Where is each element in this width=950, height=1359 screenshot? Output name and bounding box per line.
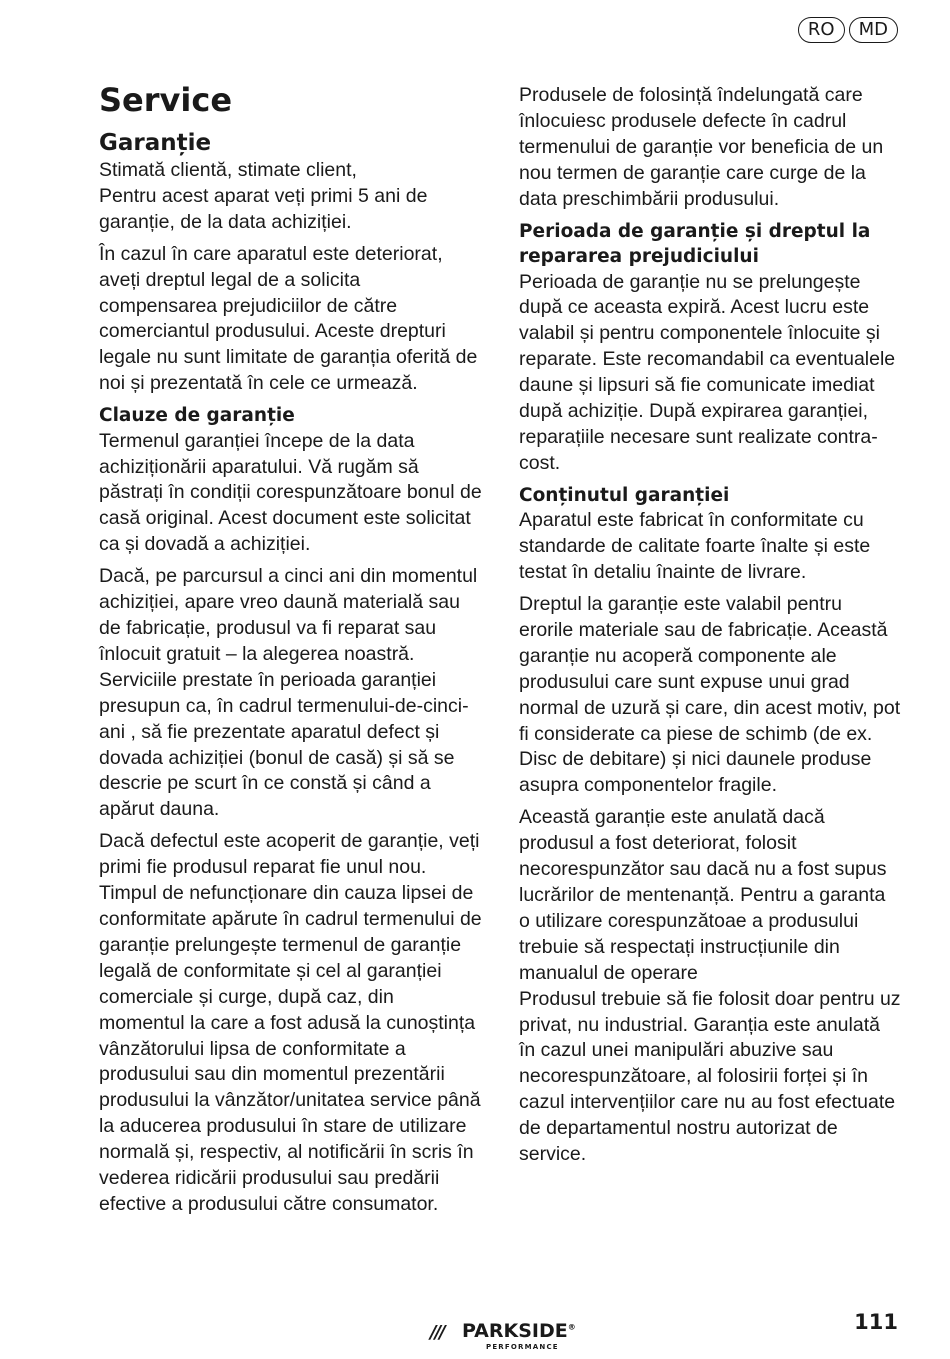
period-heading: Perioada de garanție și dreptul la repararea prejudiciului [519,220,871,268]
content-paragraph-1: Aparatul este fabricat în conformitate cu standarde de calitate foarte înalte și este testat în detaliu înainte de livrare. [519,509,871,584]
content-paragraph-3: Această garanție este anulată dacă produsul a fost deteriorat, folosit necorespunzător sau dacă nu a fost supus lucrărilor de mentenanță. Pentru a garanta o utilizare corespunzătoae a produsului trebuie să respectați instrucțiunile din manualul de operare Produsul trebuie să fie folosit doar pentru uz privat, nu industrial. Garanția este anulată în cazul unei manipulări abuzive sau necorespunzătoare, al folosirii forței și în cazul intervențiilor care nu au fost efectuate de departamentul nostru autorizat de service. [519,806,901,1166]
language-badges [798,17,898,43]
replacement-paragraph: Produsele de folosință îndelungată care înlocuiesc produsele defecte în cadrul termenului de garanție vor beneficia de un nou termen de garanție care curge de la data preschimbării produsului. [519,84,884,210]
content-heading: Conținutul garanției [519,484,730,506]
clauses-paragraph-3: Dacă defectul este acoperit de garanție, veți primi fie produsul reparat fie unul nou. Timpul de nefuncționare din cauza lipsei de conformitate apărute în cadrul termenului de garanție prelungește termenul de garanție legală de conformitate și cel al garanției comerciale și curge, după caz, din momentul la care a fost adusă la cunoștința vânzătorului lipsa de conformitate a produsului sau din momentul prezentării produsului la vânzător/unitatea service până la aducerea produsului în stare de utilizare normală și, respectiv, al notificării în scris în vederea ridicării produsului sau predării efective a produsului către consumator. [99,830,482,1215]
clauses-paragraph-2: Dacă, pe parcursul a cinci ani din momentul achiziției, apare vreo daună materială sau de fabricație, produsul va fi reparat sau înlocuit gratuit – la alegerea noastră. Serviciile prestate în perioada garanției presupun ca, în cadrul termenului-de-cinci-ani , să fie prezentate aparatul defect și dovada achiziției (bonul de casă) și să se descrie pe scurt în ce constă și când a apărut dauna. [99,565,478,821]
logo-brand: PARKSIDE® [462,1320,576,1342]
legal-rights-paragraph: În cazul în care aparatul este deteriorat, aveți dreptul legal de a solicita compensarea prejudiciilor de către comerciantul produsului. Aceste drepturi legale nu sunt limitate de garanția oferită de noi și prezentată în cele ce urmează. [99,242,478,395]
intro-paragraph: Stimată clientă, stimate client, Pentru acest aparat veți primi 5 ani de garanție, de la data achiziției. [99,159,428,233]
period-paragraph: Perioada de garanție nu se prelungește după ce aceasta expiră. Acest lucru este valabil și pentru componentele înlocuite și reparate. Este recomandabil ca eventualele daune și lipsuri să fie comunicate imediat după achiziție. După expirarea garanției, reparațiile necesare sunt realizate contra-cost. [519,270,896,474]
page-number: 111 [854,1310,898,1334]
right-column [519,83,901,1174]
warranty-heading: Garanție [99,130,212,156]
parkside-logo [430,1316,590,1356]
page-title: Service [99,81,233,119]
content-paragraph-2: Dreptul la garanție este valabil pentru erorile materiale sau de fabricație. Această garanție nu acoperă componente ale produsului care sunt expuse unui grad normal de uzură și care, din acest motiv, pot fi considerate ca piese de schimb (de ex. Disc de debitare) și nici daunele produse asupra componentelor fragile. [519,593,901,797]
clauses-paragraph-1: Termenul garanției începe de la data achiziționării aparatului. Vă rugăm să păstrați în condiții corespunzătoare bonul de casă original. Acest document este solicitat ca și dovadă a achiziției. [99,429,482,556]
lang-badge-ro: RO [798,17,845,43]
lang-badge-md: MD [849,17,898,43]
clauses-heading: Clauze de garanție [99,405,295,427]
left-column [99,80,483,1224]
logo-subtitle: PERFORMANCE [486,1343,559,1351]
logo-stripes-icon: /// [430,1322,444,1343]
